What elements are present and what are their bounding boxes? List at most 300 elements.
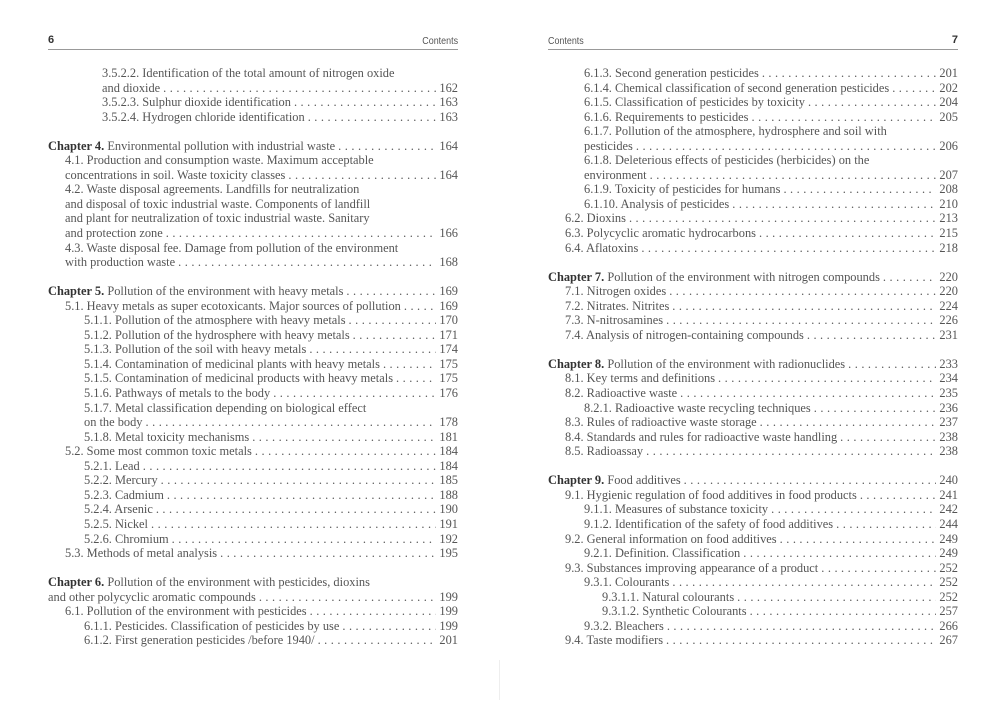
dot-leader xyxy=(255,444,437,459)
entry-text: 9.3.2. Bleachers xyxy=(584,618,664,633)
entry-text: 3.5.2.4. Hydrogen chloride identification xyxy=(102,109,305,124)
entry-text: 5.2.4. Arsenic xyxy=(84,502,153,517)
entry-page-number: 190 xyxy=(439,502,458,517)
toc-entry-title xyxy=(565,226,756,241)
toc-entry xyxy=(48,255,458,270)
toc-entry xyxy=(48,328,458,343)
toc-entry xyxy=(548,299,958,314)
toc-entry xyxy=(48,66,458,81)
page-gutter xyxy=(499,660,500,700)
chapter-label: Chapter 9. xyxy=(548,473,605,488)
entry-page-number: 241 xyxy=(939,487,958,502)
toc-entry-title xyxy=(565,299,669,314)
toc-entry xyxy=(48,386,458,401)
entry-page-number: 234 xyxy=(939,371,958,386)
toc-entry-title xyxy=(584,124,887,139)
entry-page-number: 199 xyxy=(439,618,458,633)
dot-leader xyxy=(308,110,437,125)
entry-page-number: 184 xyxy=(439,458,458,473)
entry-page-number: 191 xyxy=(439,516,458,531)
dot-leader xyxy=(342,619,436,634)
page-number: 7 xyxy=(951,34,958,46)
toc-entry xyxy=(48,110,458,125)
entry-text: 4.1. Production and consumption waste. Maximum acceptable xyxy=(65,153,374,168)
toc-entry xyxy=(548,124,958,139)
toc-entry xyxy=(548,211,958,226)
toc-spacer xyxy=(548,459,958,474)
toc-entry-title xyxy=(584,182,780,197)
dot-leader xyxy=(383,357,436,372)
toc-list xyxy=(548,66,958,648)
entry-text: 5.2.2. Mercury xyxy=(84,473,158,488)
dot-leader xyxy=(771,502,936,517)
toc-entry-title xyxy=(84,357,380,372)
dot-leader xyxy=(151,517,436,532)
entry-text: 9.1.2. Identification of the safety of food additives xyxy=(584,516,834,531)
dot-leader xyxy=(752,110,937,125)
dot-leader xyxy=(641,241,936,256)
dot-leader xyxy=(396,371,436,386)
entry-text: 6.1.4. Chemical classification of second generation pesticides xyxy=(584,80,890,95)
toc-entry xyxy=(48,81,458,96)
entry-page-number: 237 xyxy=(939,415,958,430)
entry-page-number: 169 xyxy=(439,298,458,313)
dot-leader xyxy=(310,604,437,619)
toc-entry xyxy=(48,459,458,474)
entry-page-number: 240 xyxy=(939,473,958,488)
toc-entry xyxy=(48,633,458,648)
toc-entry-title xyxy=(584,619,664,634)
toc-entry xyxy=(48,95,458,110)
chapter-label: Chapter 4. xyxy=(48,138,105,153)
entry-text: Pollution of the environment with nitrogen compounds xyxy=(607,269,880,284)
entry-text: 6.3. Polycyclic aromatic hydrocarbons xyxy=(565,226,756,241)
running-title: Contents xyxy=(548,35,584,47)
entry-text: 5.2. Some most common toxic metals xyxy=(65,444,252,459)
toc-entry xyxy=(48,604,458,619)
toc-chapter-entry xyxy=(548,473,958,488)
toc-entry-title xyxy=(48,139,335,154)
entry-page-number: 195 xyxy=(439,546,458,561)
dot-leader xyxy=(860,488,937,503)
toc-entry xyxy=(548,182,958,197)
toc-entry xyxy=(548,619,958,634)
toc-entry-title xyxy=(548,473,681,488)
dot-leader xyxy=(821,561,936,576)
entry-page-number: 168 xyxy=(439,255,458,270)
toc-entry xyxy=(548,284,958,299)
dot-leader xyxy=(156,502,437,517)
toc-entry xyxy=(548,168,958,183)
toc-entry-title xyxy=(84,371,393,386)
dot-leader xyxy=(759,226,936,241)
right-page xyxy=(548,0,958,704)
entry-page-number: 174 xyxy=(439,342,458,357)
entry-text: 9.1. Hygienic regulation of food additives in food products xyxy=(565,487,857,502)
toc-entry-title xyxy=(584,517,833,532)
toc-entry xyxy=(548,517,958,532)
toc-entry xyxy=(48,415,458,430)
toc-entry-title xyxy=(65,604,307,619)
entry-page-number: 267 xyxy=(939,633,958,648)
toc-entry xyxy=(48,619,458,634)
toc-entry xyxy=(548,575,958,590)
entry-text: 6.1.1. Pesticides. Classification of pesticides by use xyxy=(84,618,340,633)
toc-entry xyxy=(48,473,458,488)
entry-page-number: 164 xyxy=(439,138,458,153)
toc-entry-title xyxy=(65,299,401,314)
entry-text: Pollution of the environment with heavy metals xyxy=(107,284,344,299)
dot-leader xyxy=(294,95,436,110)
toc-entry-title xyxy=(102,110,305,125)
dot-leader xyxy=(273,386,436,401)
toc-entry-title xyxy=(102,95,291,110)
toc-entry-title xyxy=(65,168,285,183)
entry-text: and other polycyclic aromatic compounds xyxy=(48,589,256,604)
toc-entry-title xyxy=(584,139,633,154)
toc-entry xyxy=(48,168,458,183)
entry-text: with production waste xyxy=(65,255,176,270)
toc-chapter-entry xyxy=(48,575,458,590)
entry-page-number: 185 xyxy=(439,473,458,488)
toc-entry xyxy=(48,546,458,561)
toc-entry-title xyxy=(548,357,845,372)
entry-text: Pollution of the environment with pesticides, dioxins xyxy=(107,575,370,590)
dot-leader xyxy=(666,633,936,648)
toc-entry-title xyxy=(84,459,140,474)
dot-leader xyxy=(672,299,936,314)
chapter-label: Chapter 7. xyxy=(548,269,605,284)
toc-entry-title xyxy=(584,81,889,96)
toc-entry-title xyxy=(565,386,677,401)
toc-entry-title xyxy=(584,95,805,110)
toc-entry-title xyxy=(584,401,811,416)
entry-page-number: 188 xyxy=(439,487,458,502)
entry-page-number: 215 xyxy=(939,226,958,241)
toc-entry-title xyxy=(565,211,626,226)
dot-leader xyxy=(404,299,437,314)
toc-entry xyxy=(548,139,958,154)
dot-leader xyxy=(718,371,936,386)
entry-page-number: 181 xyxy=(439,429,458,444)
toc-entry-title xyxy=(565,328,804,343)
entry-page-number: 218 xyxy=(939,240,958,255)
toc-chapter-entry xyxy=(548,270,958,285)
entry-page-number: 231 xyxy=(939,327,958,342)
entry-text: 6.1.3. Second generation pesticides xyxy=(584,66,759,80)
entry-page-number: 178 xyxy=(439,415,458,430)
entry-text: 5.1.7. Metal classification depending on biological effect xyxy=(84,400,367,415)
entry-page-number: 164 xyxy=(439,167,458,182)
entry-text: 5.1.6. Pathways of metals to the body xyxy=(84,386,271,401)
entry-text: 7.3. N-nitrosamines xyxy=(565,313,664,328)
dot-leader xyxy=(760,415,937,430)
toc-entry-title xyxy=(102,81,160,96)
toc-entry-title xyxy=(84,619,339,634)
toc-entry xyxy=(548,328,958,343)
toc-entry-title xyxy=(565,284,666,299)
toc-entry-title xyxy=(65,241,398,256)
toc-entry-title xyxy=(565,633,663,648)
toc-entry-title xyxy=(584,502,768,517)
entry-page-number: 202 xyxy=(939,80,958,95)
toc-entry-title xyxy=(84,473,158,488)
entry-text: 6.1.9. Toxicity of pesticides for humans xyxy=(584,182,781,197)
dot-leader xyxy=(353,328,437,343)
toc-chapter-entry xyxy=(48,284,458,299)
dot-leader xyxy=(762,66,937,81)
entry-text: and protection zone xyxy=(65,226,163,241)
toc-entry-title xyxy=(84,633,315,648)
entry-text: 5.2.5. Nickel xyxy=(84,516,149,531)
entry-text: and plant for neutralization of toxic industrial waste. Sanitary xyxy=(65,211,370,226)
toc-entry-title xyxy=(565,561,818,576)
toc-entry xyxy=(548,532,958,547)
entry-page-number: 249 xyxy=(939,531,958,546)
entry-page-number: 252 xyxy=(939,560,958,575)
entry-text: Food additives xyxy=(607,473,681,488)
toc-entry-title xyxy=(84,430,249,445)
toc-entry-title xyxy=(65,153,374,168)
entry-text: 8.1. Key terms and definitions xyxy=(565,371,716,386)
toc-entry xyxy=(548,444,958,459)
entry-text: 9.3.1.2. Synthetic Colourants xyxy=(602,604,747,619)
dot-leader xyxy=(650,168,937,183)
entry-page-number: 205 xyxy=(939,109,958,124)
toc-spacer xyxy=(48,561,458,576)
entry-page-number: 169 xyxy=(439,284,458,299)
dot-leader xyxy=(840,430,936,445)
toc-entry xyxy=(48,517,458,532)
entry-page-number: 199 xyxy=(439,604,458,619)
dot-leader xyxy=(684,473,937,488)
entry-text: 6.1.10. Analysis of pesticides xyxy=(584,196,730,211)
toc-entry xyxy=(548,241,958,256)
dot-leader xyxy=(178,255,436,270)
toc-entry xyxy=(548,110,958,125)
dot-leader xyxy=(848,357,936,372)
entry-page-number: 166 xyxy=(439,226,458,241)
toc-entry-title xyxy=(48,590,256,605)
dot-leader xyxy=(146,415,437,430)
entry-page-number: 236 xyxy=(939,400,958,415)
dot-leader xyxy=(814,401,937,416)
entry-page-number: 184 xyxy=(439,444,458,459)
entry-page-number: 238 xyxy=(939,444,958,459)
toc-entry xyxy=(48,153,458,168)
entry-page-number: 204 xyxy=(939,95,958,110)
dot-leader xyxy=(783,182,936,197)
page-number: 6 xyxy=(48,34,55,46)
toc-entry xyxy=(548,415,958,430)
entry-page-number: 175 xyxy=(439,371,458,386)
toc-spacer xyxy=(48,124,458,139)
entry-text: 9.2. General information on food additives xyxy=(565,531,777,546)
toc-entry xyxy=(548,226,958,241)
toc-entry xyxy=(548,502,958,517)
entry-page-number: 220 xyxy=(939,269,958,284)
entry-page-number: 266 xyxy=(939,618,958,633)
toc-entry xyxy=(48,299,458,314)
entry-text: 5.2.3. Cadmium xyxy=(84,487,164,502)
toc-entry xyxy=(48,211,458,226)
entry-text: 8.5. Radioassay xyxy=(565,444,644,459)
toc-entry xyxy=(548,197,958,212)
entry-page-number: 226 xyxy=(939,313,958,328)
entry-text: 9.1.1. Measures of substance toxicity xyxy=(584,502,769,517)
entry-text: concentrations in soil. Waste toxicity classes xyxy=(65,167,286,182)
dot-leader xyxy=(252,430,436,445)
toc-entry xyxy=(48,590,458,605)
entry-page-number: 220 xyxy=(939,284,958,299)
entry-page-number: 249 xyxy=(939,546,958,561)
entry-page-number: 201 xyxy=(439,633,458,648)
entry-text: 6.4. Aflatoxins xyxy=(565,240,639,255)
entry-text: 9.3.1. Colourants xyxy=(584,575,670,590)
toc-entry xyxy=(48,444,458,459)
toc-entry xyxy=(48,313,458,328)
running-title: Contents xyxy=(422,35,458,47)
toc-entry-title xyxy=(65,211,370,226)
entry-text: 4.2. Waste disposal agreements. Landfills for neutralization xyxy=(65,182,360,197)
toc-entry-title xyxy=(602,604,747,619)
entry-page-number: 175 xyxy=(439,356,458,371)
entry-page-number: 206 xyxy=(939,138,958,153)
running-header xyxy=(548,33,958,50)
toc-entry xyxy=(48,342,458,357)
entry-page-number: 163 xyxy=(439,95,458,110)
dot-leader xyxy=(259,590,437,605)
toc-entry-title xyxy=(65,444,252,459)
dot-leader xyxy=(646,444,936,459)
toc-entry-title xyxy=(48,575,370,590)
toc-entry-title xyxy=(65,182,359,197)
dot-leader xyxy=(836,517,936,532)
toc-spacer xyxy=(548,342,958,357)
running-header xyxy=(48,33,458,50)
entry-page-number: 163 xyxy=(439,109,458,124)
toc-entry-title xyxy=(65,546,217,561)
toc-entry-title xyxy=(84,517,148,532)
entry-text: pesticides xyxy=(584,138,633,153)
toc-entry-title xyxy=(565,532,777,547)
toc-entry-title xyxy=(565,488,857,503)
entry-text: 5.1.1. Pollution of the atmosphere with heavy metals xyxy=(84,313,346,328)
entry-page-number: 233 xyxy=(939,356,958,371)
toc-entry xyxy=(48,401,458,416)
dot-leader xyxy=(743,546,936,561)
entry-page-number: 213 xyxy=(939,211,958,226)
left-page xyxy=(48,0,458,704)
entry-text: 5.1.2. Pollution of the hydrosphere with heavy metals xyxy=(84,327,350,342)
toc-entry-title xyxy=(48,284,343,299)
entry-text: 8.2.1. Radioactive waste recycling techniques xyxy=(584,400,811,415)
toc-entry-title xyxy=(102,66,395,81)
entry-page-number: 176 xyxy=(439,386,458,401)
dot-leader xyxy=(667,619,937,634)
dot-leader xyxy=(892,81,936,96)
dot-leader xyxy=(669,284,936,299)
entry-text: 7.2. Nitrates. Nitrites xyxy=(565,298,670,313)
entry-text: 7.4. Analysis of nitrogen-containing compounds xyxy=(565,327,804,342)
toc-entry-title xyxy=(84,313,346,328)
entry-page-number: 242 xyxy=(939,502,958,517)
toc-entry xyxy=(548,153,958,168)
dot-leader xyxy=(161,473,437,488)
dot-leader xyxy=(666,313,936,328)
toc-entry-title xyxy=(84,401,366,416)
entry-text: 4.3. Waste disposal fee. Damage from pollution of the environment xyxy=(65,240,399,255)
entry-page-number: 244 xyxy=(939,516,958,531)
entry-text: 9.2.1. Definition. Classification xyxy=(584,546,741,561)
toc-entry xyxy=(48,488,458,503)
toc-entry-title xyxy=(565,415,757,430)
dot-leader xyxy=(629,211,936,226)
chapter-label: Chapter 6. xyxy=(48,575,105,590)
toc-spacer xyxy=(48,270,458,285)
dot-leader xyxy=(166,226,437,241)
dot-leader xyxy=(808,95,936,110)
entry-text: 6.1. Pollution of the environment with pesticides xyxy=(65,604,307,619)
toc-chapter-entry xyxy=(48,139,458,154)
entry-text: 8.2. Radioactive waste xyxy=(565,386,678,401)
entry-page-number: 171 xyxy=(439,327,458,342)
toc-entry xyxy=(48,357,458,372)
toc-entry-title xyxy=(602,590,734,605)
dot-leader xyxy=(883,270,937,285)
toc-entry xyxy=(548,546,958,561)
entry-page-number: 192 xyxy=(439,531,458,546)
entry-page-number: 162 xyxy=(439,80,458,95)
toc-entry-title xyxy=(565,444,643,459)
entry-page-number: 224 xyxy=(939,298,958,313)
dot-leader xyxy=(346,284,436,299)
dot-leader xyxy=(680,386,936,401)
toc-entry-title xyxy=(584,546,740,561)
entry-text: Environmental pollution with industrial waste xyxy=(107,138,336,153)
entry-text: 5.3. Methods of metal analysis xyxy=(65,546,218,561)
entry-page-number: 257 xyxy=(939,604,958,619)
entry-text: 3.5.2.3. Sulphur dioxide identification xyxy=(102,95,291,110)
entry-page-number: 252 xyxy=(939,575,958,590)
entry-text: 5.1.4. Contamination of medicinal plants with heavy metals xyxy=(84,356,380,371)
toc-entry xyxy=(48,226,458,241)
entry-text: 8.4. Standards and rules for radioactive waste handling xyxy=(565,429,838,444)
toc-entry-title xyxy=(548,270,880,285)
entry-text: environment xyxy=(584,167,647,182)
entry-page-number: 210 xyxy=(939,196,958,211)
toc-entry xyxy=(548,561,958,576)
dot-leader xyxy=(807,328,937,343)
dot-leader xyxy=(143,459,437,474)
toc-entry xyxy=(48,241,458,256)
dot-leader xyxy=(732,197,936,212)
entry-text: 5.1.8. Metal toxicity mechanisms xyxy=(84,429,250,444)
dot-leader xyxy=(737,590,936,605)
toc-entry-title xyxy=(565,313,663,328)
toc-entry-title xyxy=(84,415,143,430)
entry-text: 5.2.1. Lead xyxy=(84,458,140,473)
dot-leader xyxy=(167,488,437,503)
toc-entry-title xyxy=(84,328,350,343)
entry-text: 5.1.5. Contamination of medicinal products with heavy metals xyxy=(84,371,394,386)
chapter-label: Chapter 8. xyxy=(548,356,605,371)
toc-entry xyxy=(548,95,958,110)
toc-entry xyxy=(548,401,958,416)
toc-entry xyxy=(48,502,458,517)
toc-entry xyxy=(548,386,958,401)
entry-text: 3.5.2.2. Identification of the total amount of nitrogen oxide xyxy=(102,66,395,80)
